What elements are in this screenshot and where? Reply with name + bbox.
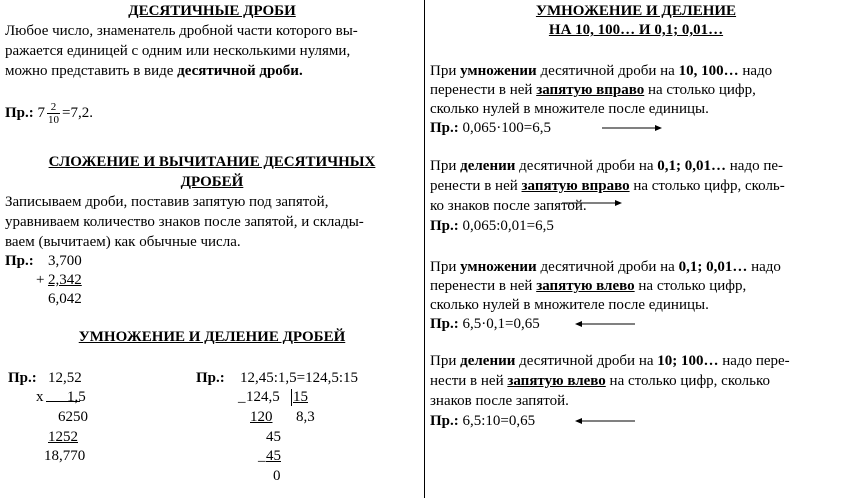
rule-3-line3: сколько нулей в множителе после единицы. [430,297,709,313]
addsub-example-label: Пр.: [5,253,34,269]
div-example-label: Пр.: [196,370,225,386]
mul-example-label: Пр.: [8,370,37,386]
decimal-example: Пр.: 7 $\frac{2}{10}$ =7,2. [5,101,93,127]
arrow-left-icon [573,318,637,330]
decimal-text-line2: ражается единицей с одним или несколькими нулями, [5,43,351,59]
rule-4-line1: При делении десятичной дроби на 10; 100… надо пере- [430,353,790,369]
mul-partial-2: 1252 [48,429,78,445]
mul-partial-1: 6250 [58,409,88,425]
rule-2-line1: При делении десятичной дроби на 0,1; 0,01… надо пе- [430,158,784,174]
mul-sign: x [36,389,44,405]
div-remainder-2: 0 [273,468,281,484]
div-bracket-vertical [291,389,292,406]
addsub-operand-2: 2,342 [48,272,82,288]
mul-operand-1: 12,52 [48,370,82,386]
fraction: $\frac{2}{10}$ [48,101,60,127]
addsub-title-line2: ДРОБЕЙ [180,174,244,190]
addsub-result: 6,042 [48,291,82,307]
div-expression: 12,45:1,5=124,5:15 [240,370,359,386]
addsub-operand-1: 3,700 [48,253,82,269]
addsub-title-line1: СЛОЖЕНИЕ И ВЫЧИТАНИЕ ДЕСЯТИЧНЫХ [48,154,376,170]
right-title-line1: УМНОЖЕНИЕ И ДЕЛЕНИЕ [535,3,737,19]
rule-1-line3: сколько нулей в множителе после единицы. [430,101,709,117]
decimal-text-line1: Любое число, знаменатель дробной части которого вы- [5,23,358,39]
rule-4-example: Пр.: 6,5:10=0,65 [430,413,536,429]
arrow-left-icon [573,415,637,427]
rule-2-line2: ренести в ней запятую вправо на столько цифр, сколь- [430,178,785,194]
rule-1-line2: перенести в ней запятую вправо на столько цифр, [430,82,756,98]
div-quotient: 8,3 [296,409,315,425]
div-remainder-1: 45 [266,429,281,445]
rule-3-line1: При умножении десятичной дроби на 0,1; 0,01… надо [430,259,781,275]
addsub-plus-sign: + [36,272,45,288]
rule-1-example: Пр.: 0,065·100=6,5 [430,120,551,136]
arrow-right-icon [600,122,664,134]
arrow-right-icon [560,197,624,209]
div-minus-2: _ [258,448,266,464]
div-minus-1: _ [238,389,246,405]
rule-2-example: Пр.: 0,065:0,01=6,5 [430,218,554,234]
decimal-title: ДЕСЯТИЧНЫЕ ДРОБИ [128,3,296,19]
rule-3-example: Пр.: 6,5·0,1=0,65 [430,316,540,332]
mul-result: 18,770 [44,448,86,464]
div-subtrahend-1: 120 [250,409,273,425]
addsub-text-line3: ваем (вычитаем) как обычные числа. [5,234,241,250]
rule-3-line2: перенести в ней запятую влево на столько цифр, [430,278,747,294]
decimal-text-line3: можно представить в виде десятичной дроби. [5,63,303,79]
rule-1-line1: При умножении десятичной дроби на 10, 100… надо [430,63,773,79]
muldiv-title: УМНОЖЕНИЕ И ДЕЛЕНИЕ ДРОБЕЙ [78,329,346,345]
rule-4-line2: нести в ней запятую влево на столько цифр, сколько [430,373,771,389]
addsub-text-line2: уравниваем количество знаков после запятой, и склады- [5,214,364,230]
column-divider [424,0,425,498]
rule-4-line3: знаков после запятой. [430,393,569,409]
div-subtrahend-2: 45 [266,448,281,464]
addsub-text-line1: Записываем дроби, поставив запятую под запятой, [5,194,329,210]
div-divisor: 15 [293,389,308,405]
right-title-line2: НА 10, 100… И 0,1; 0,01… [548,22,724,38]
rule-2-line3: ко знаков после запятой. [430,198,587,214]
div-dividend: 124,5 [246,389,280,405]
mul-operand-2: 1,5 [67,389,86,405]
